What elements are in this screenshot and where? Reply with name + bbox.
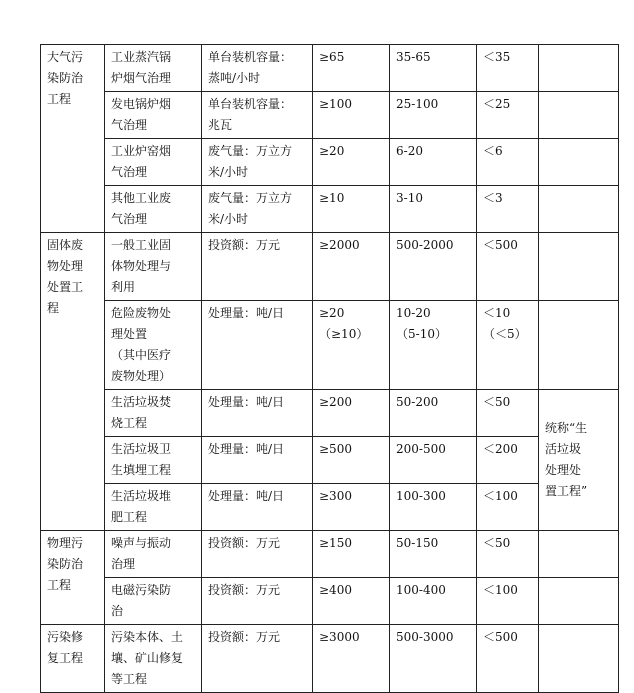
small-scale-cell bbox=[477, 186, 539, 233]
cell-line: ＜100 bbox=[483, 583, 518, 597]
cell-line: ＜10 bbox=[483, 306, 511, 320]
cell-line: 工程 bbox=[47, 578, 72, 592]
table-row bbox=[41, 139, 619, 186]
large-scale-cell bbox=[313, 139, 390, 186]
table-row bbox=[41, 437, 619, 484]
medium-scale-cell bbox=[390, 390, 477, 437]
cell-line: ＜200 bbox=[483, 442, 518, 456]
unit-cell bbox=[202, 531, 313, 578]
cell-line: （5-10） bbox=[396, 327, 447, 341]
project-name-cell bbox=[105, 301, 202, 390]
remark-cell bbox=[539, 578, 619, 625]
cell-line: （＜5） bbox=[483, 327, 527, 341]
small-scale-cell bbox=[477, 625, 539, 693]
unit-cell bbox=[202, 625, 313, 693]
cell-line: 处理量：吨/日 bbox=[208, 395, 285, 409]
remark-cell bbox=[539, 92, 619, 139]
cell-line: ≥3000 bbox=[319, 630, 360, 644]
cell-line: 单台装机容量： bbox=[208, 50, 293, 64]
cell-line: 生活垃圾卫 bbox=[111, 442, 172, 456]
cell-line: ＜500 bbox=[483, 630, 518, 644]
cell-line: 生填埋工程 bbox=[111, 463, 172, 477]
cell-line: 米/小时 bbox=[208, 212, 249, 226]
project-name-cell bbox=[105, 92, 202, 139]
cell-line: 50-200 bbox=[396, 395, 439, 409]
medium-scale-cell bbox=[390, 301, 477, 390]
cell-line: （≥10） bbox=[319, 327, 369, 341]
cell-line: 等工程 bbox=[111, 672, 148, 686]
medium-scale-cell bbox=[390, 139, 477, 186]
category-solid-waste bbox=[41, 233, 105, 531]
small-scale-cell bbox=[477, 45, 539, 92]
large-scale-cell bbox=[313, 92, 390, 139]
small-scale-cell bbox=[477, 301, 539, 390]
cell-line: 500-3000 bbox=[396, 630, 454, 644]
cell-line: 气治理 bbox=[111, 212, 148, 226]
cell-line: 处置工 bbox=[47, 280, 84, 294]
table-row bbox=[41, 92, 619, 139]
small-scale-cell bbox=[477, 92, 539, 139]
cell-line: 蒸吨/小时 bbox=[208, 71, 261, 85]
cell-line: 废气量：万立方 bbox=[208, 191, 293, 205]
cell-line: ≥100 bbox=[319, 97, 352, 111]
cell-line: 工程 bbox=[47, 92, 72, 106]
cell-line: 壤、矿山修复 bbox=[111, 651, 184, 665]
remark-cell bbox=[539, 186, 619, 233]
unit-cell bbox=[202, 233, 313, 301]
cell-line: 大气污 bbox=[47, 50, 84, 64]
cell-line: 污染本体、土 bbox=[111, 630, 184, 644]
small-scale-cell bbox=[477, 531, 539, 578]
cell-line: 程 bbox=[47, 301, 60, 315]
large-scale-cell bbox=[313, 390, 390, 437]
cell-line: 治 bbox=[111, 604, 124, 618]
project-name-cell bbox=[105, 484, 202, 531]
cell-line: ＜50 bbox=[483, 536, 511, 550]
cell-line: ≥150 bbox=[319, 536, 352, 550]
cell-line: ≥65 bbox=[319, 50, 345, 64]
cell-line: 污染修 bbox=[47, 630, 84, 644]
cell-line: 气治理 bbox=[111, 165, 148, 179]
cell-line: 染防治 bbox=[47, 557, 84, 571]
large-scale-cell bbox=[313, 531, 390, 578]
medium-scale-cell bbox=[390, 531, 477, 578]
cell-line: 50-150 bbox=[396, 536, 439, 550]
cell-line: 置工程” bbox=[545, 484, 588, 498]
cell-line: ＜35 bbox=[483, 50, 511, 64]
table-row bbox=[41, 578, 619, 625]
cell-line: 投资额：万元 bbox=[208, 583, 281, 597]
cell-line: 100-400 bbox=[396, 583, 446, 597]
remark-waste-note bbox=[539, 390, 619, 531]
cell-line: 一般工业固 bbox=[111, 238, 172, 252]
cell-line: 生活垃圾焚 bbox=[111, 395, 172, 409]
project-name-cell bbox=[105, 578, 202, 625]
small-scale-cell bbox=[477, 484, 539, 531]
cell-line: 活垃圾 bbox=[545, 442, 582, 456]
cell-line: 固体废 bbox=[47, 238, 84, 252]
cell-line: 生活垃圾堆 bbox=[111, 489, 172, 503]
cell-line: ≥300 bbox=[319, 489, 352, 503]
cell-line: 炉烟气治理 bbox=[111, 71, 172, 85]
cell-line: ≥2000 bbox=[319, 238, 360, 252]
table-row bbox=[41, 390, 619, 437]
small-scale-cell bbox=[477, 390, 539, 437]
cell-line: 25-100 bbox=[396, 97, 439, 111]
cell-line: 3-10 bbox=[396, 191, 423, 205]
table-row bbox=[41, 301, 619, 390]
category-air-pollution bbox=[41, 45, 105, 233]
cell-line: 噪声与振动 bbox=[111, 536, 172, 550]
scale-classification-table bbox=[40, 44, 619, 693]
table-row bbox=[41, 484, 619, 531]
cell-line: 6-20 bbox=[396, 144, 423, 158]
cell-line: 单台装机容量： bbox=[208, 97, 293, 111]
cell-line: 处理量：吨/日 bbox=[208, 306, 285, 320]
unit-cell bbox=[202, 437, 313, 484]
table-row bbox=[41, 45, 619, 92]
remark-cell bbox=[539, 531, 619, 578]
cell-line: 其他工业废 bbox=[111, 191, 172, 205]
medium-scale-cell bbox=[390, 186, 477, 233]
small-scale-cell bbox=[477, 578, 539, 625]
project-name-cell bbox=[105, 437, 202, 484]
large-scale-cell bbox=[313, 625, 390, 693]
cell-line: 兆瓦 bbox=[208, 118, 233, 132]
medium-scale-cell bbox=[390, 233, 477, 301]
cell-line: 物处理 bbox=[47, 259, 84, 273]
cell-line: 治理 bbox=[111, 557, 136, 571]
project-name-cell bbox=[105, 186, 202, 233]
small-scale-cell bbox=[477, 233, 539, 301]
cell-line: 投资额：万元 bbox=[208, 536, 281, 550]
cell-line: ＜3 bbox=[483, 191, 503, 205]
cell-line: ≥200 bbox=[319, 395, 352, 409]
cell-line: 物理污 bbox=[47, 536, 84, 550]
medium-scale-cell bbox=[390, 92, 477, 139]
cell-line: ＜25 bbox=[483, 97, 511, 111]
cell-line: 工业炉窑烟 bbox=[111, 144, 172, 158]
project-name-cell bbox=[105, 139, 202, 186]
cell-line: ≥20 bbox=[319, 306, 345, 320]
remark-cell bbox=[539, 233, 619, 301]
cell-line: 10-20 bbox=[396, 306, 431, 320]
remark-cell bbox=[539, 139, 619, 186]
cell-line: 统称“生 bbox=[545, 421, 588, 435]
remark-cell bbox=[539, 625, 619, 693]
large-scale-cell bbox=[313, 45, 390, 92]
unit-cell bbox=[202, 92, 313, 139]
remark-cell bbox=[539, 45, 619, 92]
remark-cell bbox=[539, 301, 619, 390]
medium-scale-cell bbox=[390, 578, 477, 625]
medium-scale-cell bbox=[390, 437, 477, 484]
unit-cell bbox=[202, 390, 313, 437]
small-scale-cell bbox=[477, 437, 539, 484]
cell-line: （其中医疗 bbox=[111, 348, 172, 362]
large-scale-cell bbox=[313, 578, 390, 625]
cell-line: ＜500 bbox=[483, 238, 518, 252]
cell-line: 工业蒸汽锅 bbox=[111, 50, 172, 64]
cell-line: ≥10 bbox=[319, 191, 345, 205]
cell-line: 复工程 bbox=[47, 651, 84, 665]
cell-line: 烧工程 bbox=[111, 416, 148, 430]
cell-line: 电磁污染防 bbox=[111, 583, 172, 597]
cell-line: 危险废物处 bbox=[111, 306, 172, 320]
unit-cell bbox=[202, 186, 313, 233]
large-scale-cell bbox=[313, 437, 390, 484]
cell-line: ＜6 bbox=[483, 144, 503, 158]
cell-line: 利用 bbox=[111, 280, 136, 294]
cell-line: 理处置 bbox=[111, 327, 148, 341]
cell-line: 体物处理与 bbox=[111, 259, 172, 273]
cell-line: 废气量：万立方 bbox=[208, 144, 293, 158]
cell-line: 500-2000 bbox=[396, 238, 454, 252]
cell-line: 投资额：万元 bbox=[208, 238, 281, 252]
cell-line: 200-500 bbox=[396, 442, 446, 456]
unit-cell bbox=[202, 301, 313, 390]
cell-line: 气治理 bbox=[111, 118, 148, 132]
cell-line: 发电锅炉烟 bbox=[111, 97, 172, 111]
project-name-cell bbox=[105, 390, 202, 437]
cell-line: 肥工程 bbox=[111, 510, 148, 524]
large-scale-cell bbox=[313, 233, 390, 301]
cell-line: 米/小时 bbox=[208, 165, 249, 179]
cell-line: 100-300 bbox=[396, 489, 446, 503]
cell-line: 处理处 bbox=[545, 463, 582, 477]
cell-line: 投资额：万元 bbox=[208, 630, 281, 644]
project-name-cell bbox=[105, 45, 202, 92]
unit-cell bbox=[202, 484, 313, 531]
category-remediation bbox=[41, 625, 105, 693]
cell-line: 处理量：吨/日 bbox=[208, 442, 285, 456]
cell-line: ＜100 bbox=[483, 489, 518, 503]
cell-line: ≥400 bbox=[319, 583, 352, 597]
large-scale-cell bbox=[313, 484, 390, 531]
cell-line: 染防治 bbox=[47, 71, 84, 85]
medium-scale-cell bbox=[390, 625, 477, 693]
cell-line: ≥20 bbox=[319, 144, 345, 158]
table-row bbox=[41, 625, 619, 693]
project-name-cell bbox=[105, 625, 202, 693]
large-scale-cell bbox=[313, 301, 390, 390]
project-name-cell bbox=[105, 233, 202, 301]
unit-cell bbox=[202, 45, 313, 92]
table-row bbox=[41, 531, 619, 578]
cell-line: ≥500 bbox=[319, 442, 352, 456]
cell-line: 废物处理） bbox=[111, 369, 172, 383]
cell-line: 处理量：吨/日 bbox=[208, 489, 285, 503]
table-row bbox=[41, 233, 619, 301]
unit-cell bbox=[202, 578, 313, 625]
large-scale-cell bbox=[313, 186, 390, 233]
small-scale-cell bbox=[477, 139, 539, 186]
cell-line: 35-65 bbox=[396, 50, 431, 64]
cell-line: ＜50 bbox=[483, 395, 511, 409]
medium-scale-cell bbox=[390, 484, 477, 531]
project-name-cell bbox=[105, 531, 202, 578]
table-row bbox=[41, 186, 619, 233]
table-body bbox=[41, 45, 619, 693]
category-physical-pollution bbox=[41, 531, 105, 625]
medium-scale-cell bbox=[390, 45, 477, 92]
unit-cell bbox=[202, 139, 313, 186]
